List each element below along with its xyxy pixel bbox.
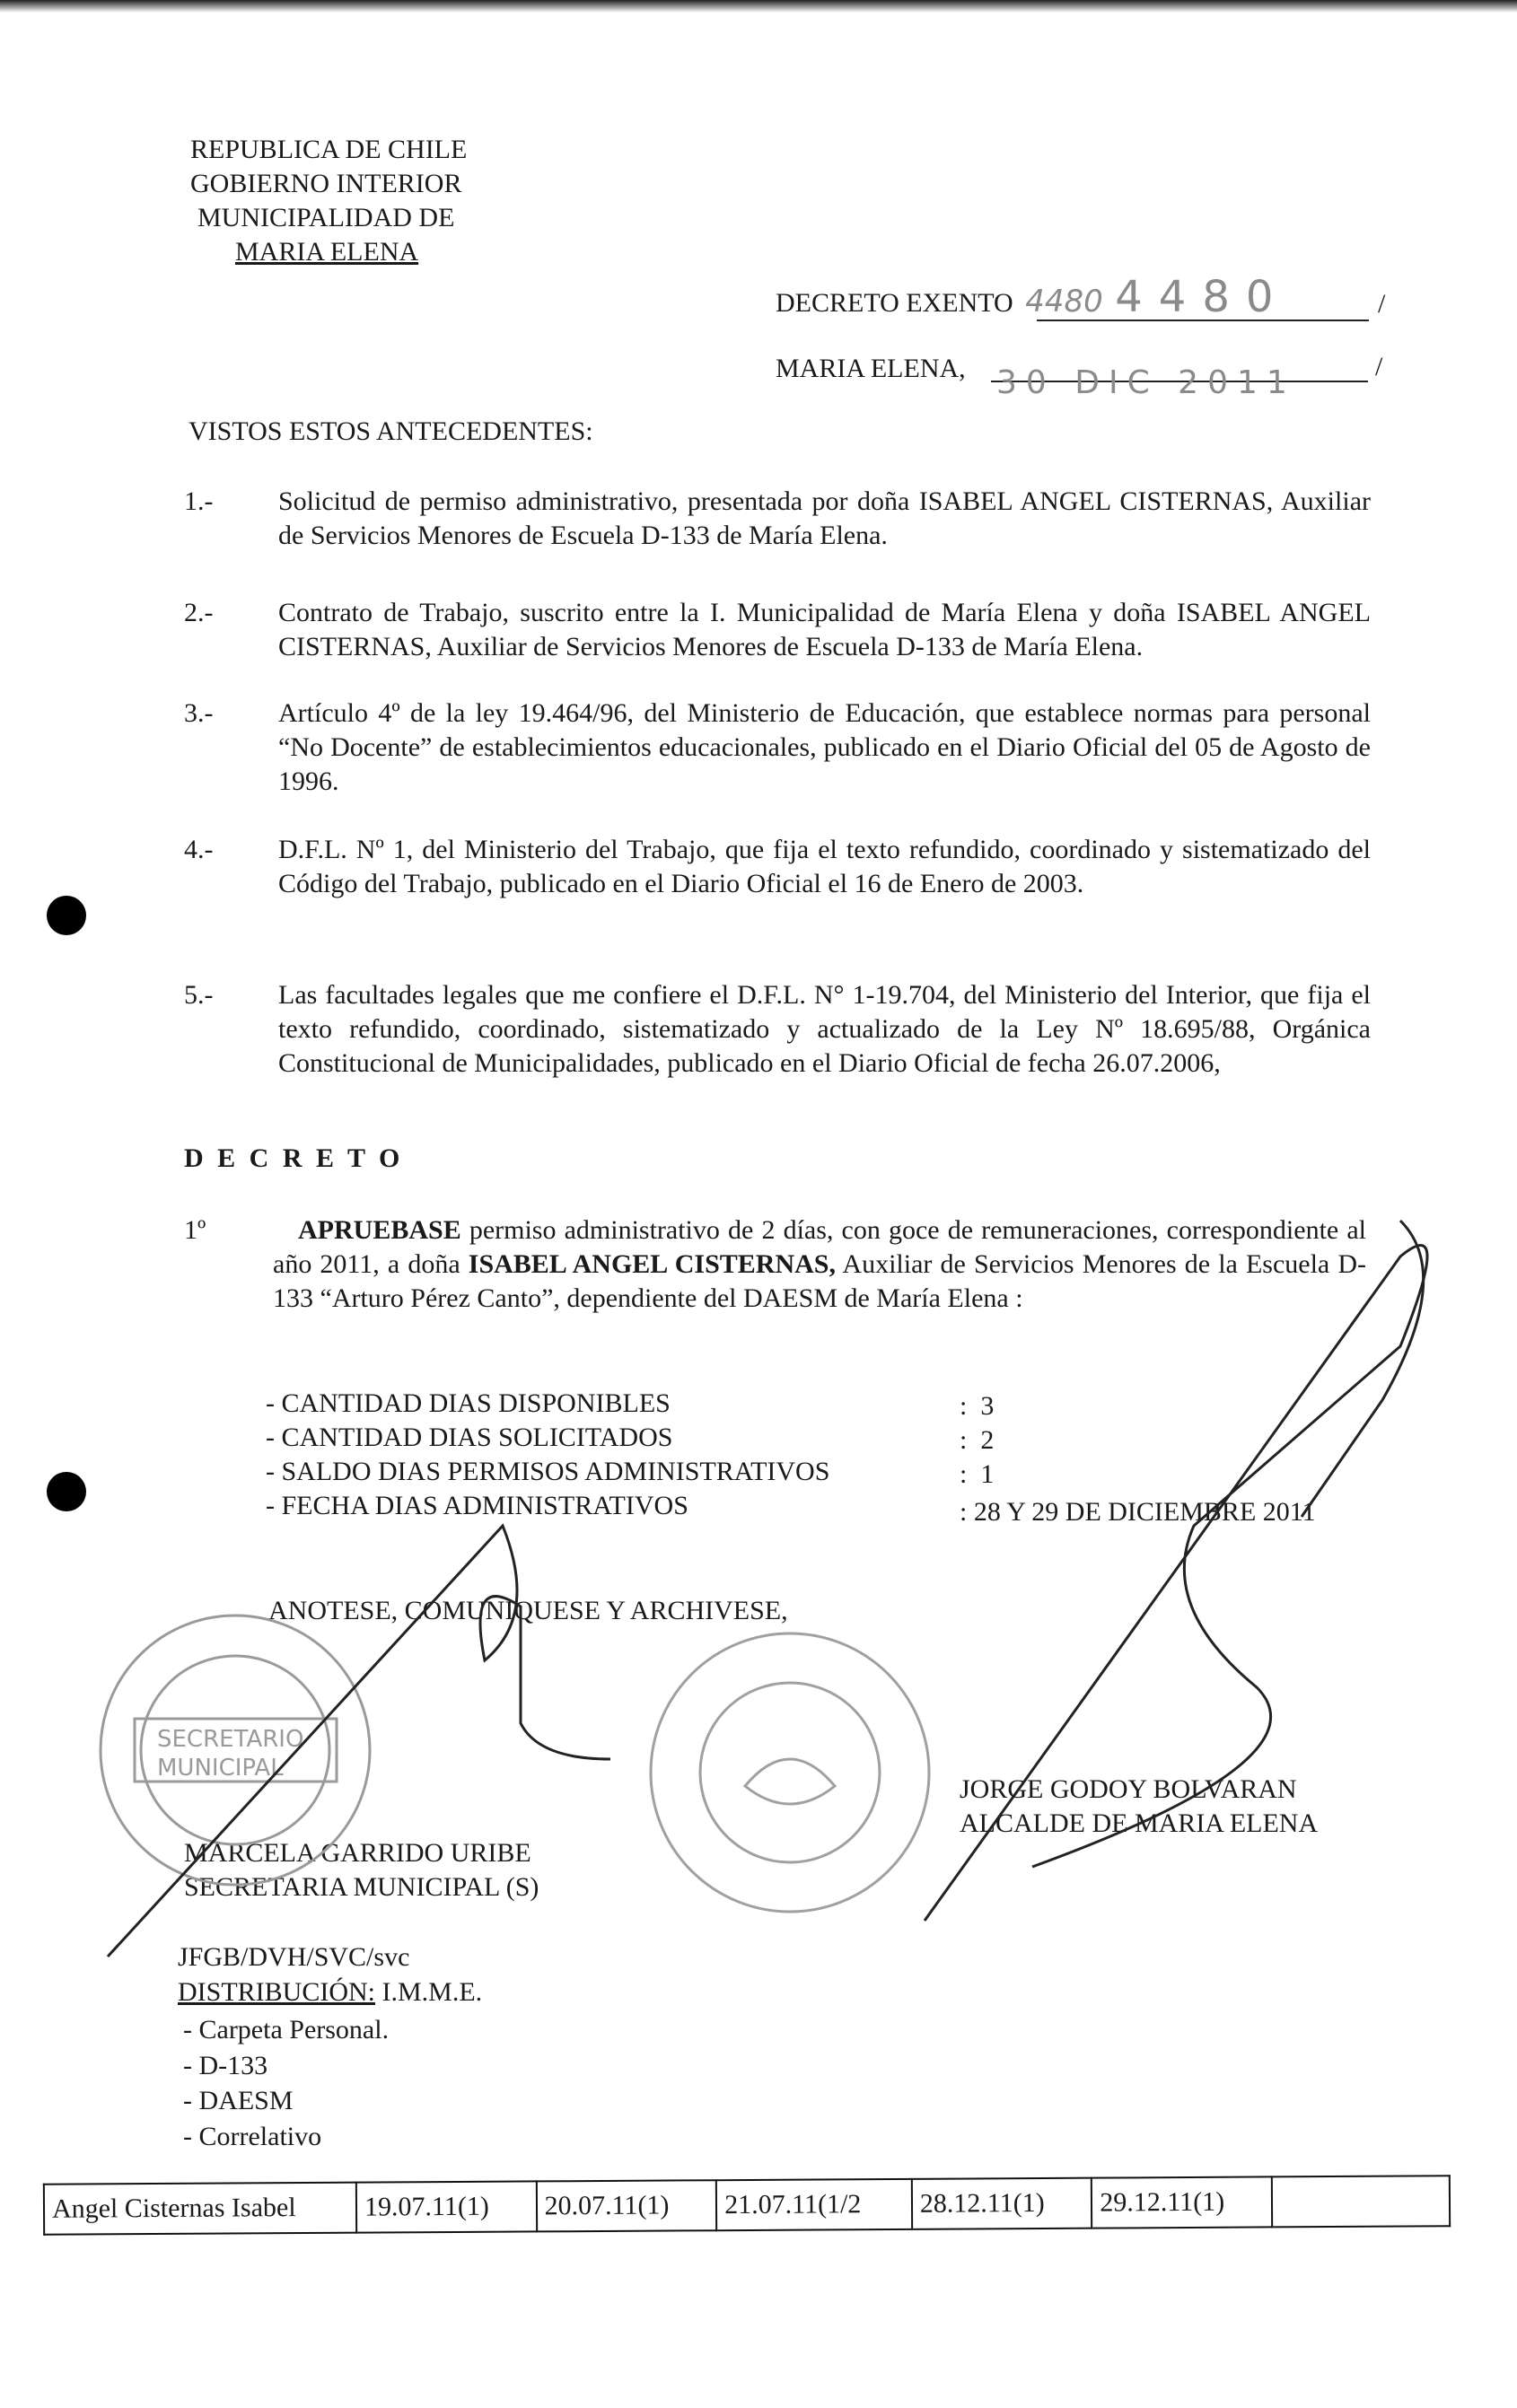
detail-label: - CANTIDAD DIAS SOLICITADOS <box>266 1423 673 1452</box>
table-cell <box>1272 2176 1450 2227</box>
resolution-name: ISABEL ANGEL CISTERNAS, <box>468 1249 836 1279</box>
resolution-text-part: permiso administrativo de 2 días, con goce de remuneraciones, correspondiente al año 2011, a doña <box>273 1215 1366 1279</box>
item-number: 4.- <box>184 835 214 864</box>
antecedente-item <box>184 833 1371 901</box>
table-cell: 20.07.11(1) <box>536 2180 716 2231</box>
detail-label: - CANTIDAD DIAS DISPONIBLES <box>266 1388 671 1418</box>
detail-value: : 1 <box>960 1459 995 1489</box>
item-text: Contrato de Trabajo, suscrito entre la I. Municipalidad de María Elena y doña ISABEL ANGEL CISTERNAS, Auxiliar de Servicios Menores de Escuela D-133 de María Elena. <box>278 598 1371 661</box>
distribution-item: - Correlativo <box>183 2121 322 2151</box>
detail-label: - FECHA DIAS ADMINISTRATIVOS <box>266 1491 688 1520</box>
closing-text: ANOTESE, COMUNIQUESE Y ARCHIVESE, <box>268 1596 788 1625</box>
antecedente-item <box>184 596 1371 664</box>
antecedente-item <box>184 696 1371 799</box>
letterhead-line: REPUBLICA DE CHILE <box>190 135 468 164</box>
decree-number-stamp: 4480 <box>1115 272 1290 322</box>
date-stamp: 30 DIC 2011 <box>996 364 1296 401</box>
punch-hole <box>47 896 86 935</box>
mayor-title: ALCALDE DE MARIA ELENA <box>960 1808 1319 1838</box>
decree-number-label: DECRETO EXENTO <box>776 288 1013 318</box>
decreto-title: D E C R E T O <box>184 1143 404 1173</box>
resolution-number: 1º <box>184 1215 206 1245</box>
detail-value: : 28 Y 29 DE DICIEMBRE 2011 <box>960 1497 1316 1527</box>
document-page: REPUBLICA DE CHILE GOBIERNO INTERIOR MUNICIPALIDAD DE MARIA ELENA DECRETO EXENTO 4480 4480 / MARIA ELENA, / 30 DIC 2011 VISTOS ESTOS ANTECEDENTES: 1.- Solicitud de permiso administrativo, presentada por doña ISABEL ANGEL CISTERNAS, Auxiliar de Servicios Menores de Escuela D-133 de María Elena. 2.- Contrato de Trabajo, suscrito entre la I. Municipalidad de María Elena y doña ISABEL ANGEL CISTERNAS, Auxiliar de Servicios Menores de Escuela D-133 de María Elena. 3.- Artículo 4º de la ley 19.464/96, del Ministerio de Educación, que establece normas para personal “No Docente” de establecimientos educacionales, publicado en el Diario Oficial del 05 de Agosto de 1996. 4.- D.F.L. Nº 1, del Ministerio del Trabajo, que fija el texto refundido, coordinado y sistematizado del Código del Trabajo, publicado en el Diario Oficial el 16 de Enero de 2003. 5.- Las facultades legales que me confiere el D.F.L. N° 1-19.704, del Ministerio del Interior, que fija el texto refundido, coordinado, sistematizado y actualizado de la Ley Nº 18.695/88, Orgánica Constitucional de Municipalidades, publicado en el Diario Oficial de fecha 26.07.2006, D E C R E T O 1º APRUEBASE permiso administrativo de 2 días, con goce de remuneraciones, correspondiente al año 2011, a doña ISABEL ANGEL CISTERNAS, Auxiliar de Servicios Menores de la Escuela D-133 “Arturo Pérez Canto”, dependiente del DAESM de María Elena : - CANTIDAD DIAS DISPONIBLES - CANTIDAD DIAS SOLICITADOS - SALDO DIAS PERMISOS ADMINISTRATIVOS - FECHA DIAS ADMINISTRATIVOS : 3 : 2 : 1 : 28 Y 29 DE DICIEMBRE 2011 ANOTESE, COMUNIQUESE Y ARCHIVESE, JORGE GODOY BOLVARAN ALCALDE DE MARIA ELENA MARCELA GARRIDO URIBE SECRETARIA MUNICIPAL (S) JFGB/DVH/SVC/svc DISTRIBUCIÓN: I.M.M.E. - Carpeta Personal. - D-133 - DAESM - Correlativo Angel Cisternas Isabel 19.07.11(1) 20.07.11(1) 21.07.11(1/2 28.12.11(1) 29.12.11(1) SECRETARIO MUNICIPAL <box>0 0 1517 2408</box>
secretary-signature-block <box>184 1836 539 1905</box>
distribution-title: DISTRIBUCIÓN: <box>178 1977 376 2007</box>
table-cell: 21.07.11(1/2 <box>716 2179 912 2230</box>
resolution-verb: APRUEBASE <box>298 1215 461 1245</box>
decree-number <box>776 272 1290 322</box>
item-number: 3.- <box>184 698 214 728</box>
secretary-title: SECRETARIA MUNICIPAL (S) <box>184 1872 539 1902</box>
table-cell: 28.12.11(1) <box>912 2178 1092 2229</box>
vistos-title: VISTOS ESTOS ANTECEDENTES: <box>189 416 593 446</box>
item-number: 2.- <box>184 598 214 627</box>
mayor-seal <box>651 1633 929 1912</box>
distribution-item: - D-133 <box>183 2050 268 2080</box>
letterhead-line: GOBIERNO INTERIOR <box>190 169 462 198</box>
letterhead-line: MUNICIPALIDAD DE <box>197 203 455 232</box>
place-date <box>776 352 966 386</box>
antecedente-item <box>184 485 1371 553</box>
item-number: 5.- <box>184 980 214 1010</box>
svg-text:SECRETARIO: SECRETARIO <box>157 1726 304 1753</box>
resolution-text <box>273 1213 1366 1316</box>
item-text: Artículo 4º de la ley 19.464/96, del Ministerio de Educación, que establece normas para personal “No Docente” de establecimientos educacionales, publicado en el Diario Oficial del 05 de Agosto de 1996. <box>278 698 1371 796</box>
place-label: MARIA ELENA, <box>776 354 966 383</box>
details-labels <box>266 1387 829 1523</box>
detail-value: : 2 <box>960 1425 995 1455</box>
antecedente-item <box>184 978 1371 1081</box>
letterhead-line: MARIA ELENA <box>235 237 419 267</box>
mayor-name: JORGE GODOY BOLVARAN <box>960 1774 1297 1804</box>
details-values <box>960 1389 1316 1529</box>
table-cell: 19.07.11(1) <box>356 2181 537 2232</box>
distribution-item: - DAESM <box>183 2086 294 2115</box>
letterhead <box>190 133 467 269</box>
detail-label: - SALDO DIAS PERMISOS ADMINISTRATIVOS <box>266 1457 830 1486</box>
distribution <box>178 1975 482 2010</box>
item-number: 1.- <box>184 486 214 516</box>
item-text: D.F.L. Nº 1, del Ministerio del Trabajo, que fija el texto refundido, coordinado y sistematizado del Código del Trabajo, publicado en el Diario Oficial el 16 de Enero de 2003. <box>278 835 1371 898</box>
svg-text:MUNICIPAL: MUNICIPAL <box>157 1755 284 1782</box>
distribution-list <box>183 2012 389 2154</box>
punch-hole <box>47 1472 86 1511</box>
table-cell: Angel Cisternas Isabel <box>44 2183 356 2235</box>
distribution-note: I.M.M.E. <box>381 1977 483 2007</box>
mayor-signature-block <box>960 1773 1318 1841</box>
table-cell: 29.12.11(1) <box>1092 2176 1272 2228</box>
resolution-text-part: Auxiliar de Servicios Menores de la Escuela D-133 “Arturo Pérez Canto”, dependiente del DAESM de María Elena : <box>273 1249 1366 1313</box>
item-text: Solicitud de permiso administrativo, presentada por doña ISABEL ANGEL CISTERNAS, Auxiliar de Servicios Menores de Escuela D-133 de María Elena. <box>278 486 1371 550</box>
initials: JFGB/DVH/SVC/svc <box>178 1942 410 1972</box>
record-table <box>43 2175 1451 2236</box>
distribution-item: - Carpeta Personal. <box>183 2015 390 2045</box>
table-row <box>44 2176 1450 2235</box>
decree-number-handwritten: 4480 <box>1025 284 1103 320</box>
detail-value: : 3 <box>960 1391 995 1421</box>
secretary-name: MARCELA GARRIDO URIBE <box>184 1838 531 1868</box>
item-text: Las facultades legales que me confiere el D.F.L. N° 1-19.704, del Ministerio del Interior, que fija el texto refundido, coordinado, sistematizado y actualizado de la Ley Nº 18.695/88, Orgánica Constitucional de Municipalidades, publicado en el Diario Oficial de fecha 26.07.2006, <box>278 980 1371 1078</box>
